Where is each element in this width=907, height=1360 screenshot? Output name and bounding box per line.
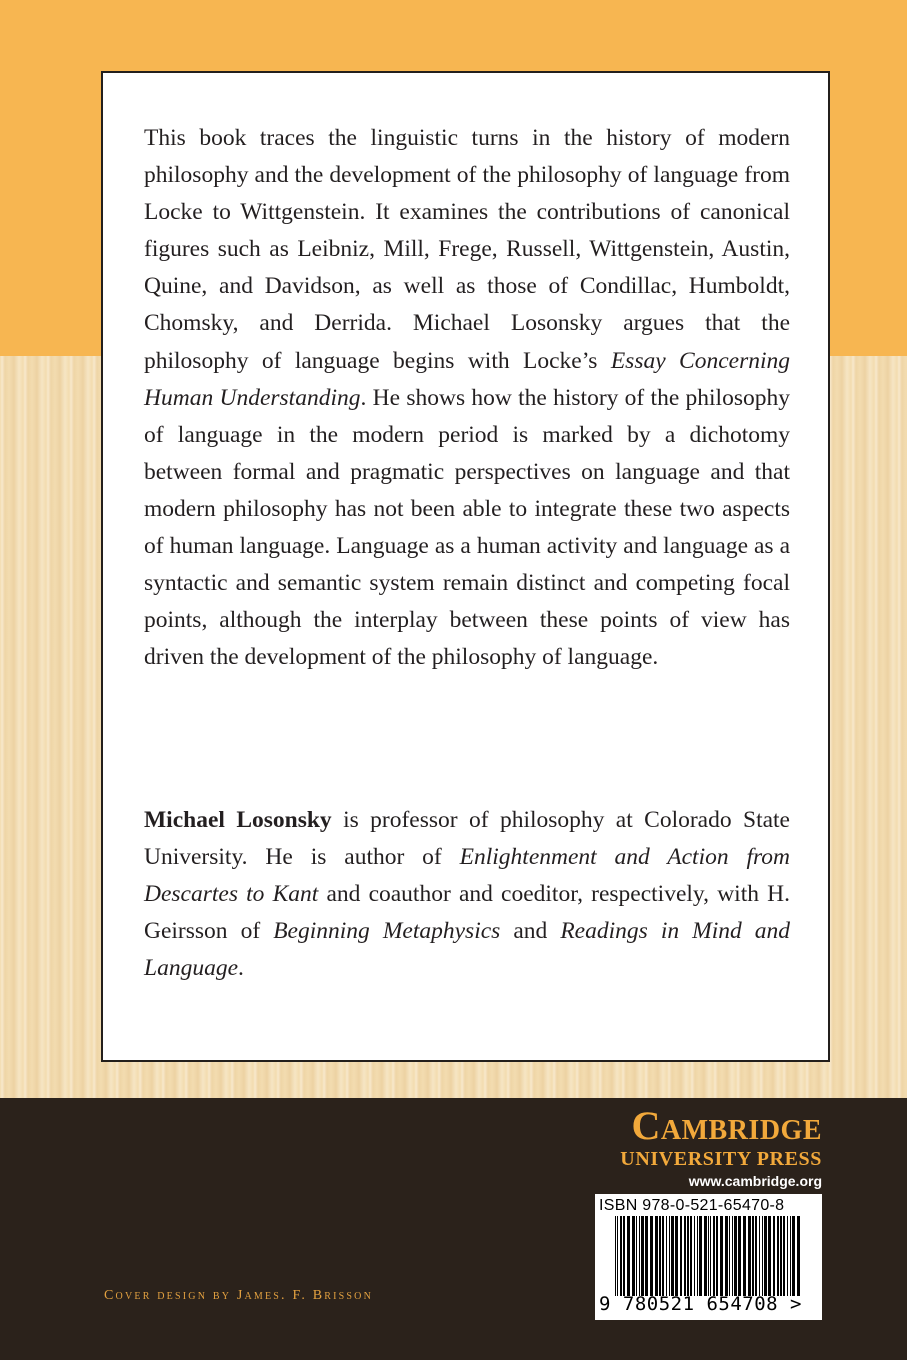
barcode-bar [641, 1216, 644, 1296]
author-bio [144, 802, 790, 987]
barcode-bar [675, 1216, 678, 1296]
barcode-bar [792, 1216, 795, 1296]
barcode-bar [632, 1216, 635, 1296]
barcode-bar [783, 1216, 785, 1296]
publisher-logo [596, 1104, 822, 1192]
barcode-bar [748, 1216, 751, 1296]
text-segment-4: and [500, 918, 561, 945]
barcode-bar [734, 1216, 737, 1296]
barcode-bar [639, 1216, 640, 1296]
text-segment-0: This book traces the linguistic turns in the history of modern philosophy and the development of the philosophy of language from Locke to Wittgenstein. It examines the contributions of canonical figures such as Leibniz, Mill, Frege, Russell, Wittgenstein, Austin, Quine, and Davidson, as well as those of Condillac, Humboldt, Chomsky, and Derrida. Michael Losonsky argues that the philosophy of language begins with Locke’s [144, 125, 790, 374]
barcode-bar [720, 1216, 723, 1296]
book-description [144, 120, 790, 676]
text-segment-2: . He shows how the history of the philosophy of language in the modern period is marked by a dichotomy between formal and pragmatic perspectives on language and that modern philosophy has not been able to integrate these two aspects of human language. Language as a human activity and language as a syntactic and semantic system remain distinct and competing focal points, although the interplay between these points of view has driven the development of the philosophy of language. [144, 384, 790, 671]
italic-title-5: Readings in Mind and Language [144, 918, 791, 982]
barcode-bar [743, 1216, 746, 1296]
barcode-bar [777, 1216, 779, 1296]
barcode-bar [694, 1216, 695, 1296]
barcode-bar [620, 1216, 622, 1296]
author-bio-text [144, 807, 790, 981]
barcode-bar [752, 1216, 754, 1296]
barcode-bar [759, 1216, 760, 1296]
barcode-bar [680, 1216, 682, 1296]
italic-title-1: Essay Concerning Human Understanding [144, 347, 791, 411]
barcode-bar [617, 1216, 618, 1296]
barcode-bar [666, 1216, 667, 1296]
cover-design-credit: Cover design by James. F. Brisson [104, 1288, 374, 1303]
barcode-bar [615, 1216, 616, 1296]
barcode-bar [687, 1216, 689, 1296]
barcode-bar [729, 1216, 730, 1296]
barcode-bar [684, 1216, 686, 1296]
barcode-bar [773, 1216, 775, 1296]
barcode-bar [762, 1216, 763, 1296]
barcode-bar [697, 1216, 698, 1296]
barcode-bar [738, 1216, 741, 1296]
publisher-name: Cambridge [631, 1103, 822, 1148]
text-segment-0: is professor of philosophy at Colorado State University. He is author of [144, 807, 790, 871]
isbn-label: ISBN 978-0-521-65470-8 [599, 1197, 785, 1214]
text-segment-2: and coauthor and coeditor, respectively, with H. Geirsson of [144, 881, 790, 945]
barcode-bar [708, 1216, 709, 1296]
barcode-bar [787, 1216, 788, 1296]
barcode-bar [627, 1216, 630, 1296]
barcode-bar [780, 1216, 782, 1296]
barcode-bar [671, 1216, 674, 1296]
barcode-bar [650, 1216, 653, 1296]
barcode-bar [662, 1216, 664, 1296]
barcode-bar [669, 1216, 670, 1296]
barcode-bar [623, 1216, 625, 1296]
barcode-bar [659, 1216, 661, 1296]
barcode-bar [797, 1216, 800, 1296]
barcode-bar [704, 1216, 707, 1296]
barcode-bar [699, 1216, 702, 1296]
barcode-bar [755, 1216, 757, 1296]
barcode-bar [732, 1216, 733, 1296]
italic-title-3: Beginning Metaphysics [273, 918, 501, 945]
barcode-bar [725, 1216, 728, 1296]
italic-title-1: Enlightenment and Action from Descartes to Kant [144, 844, 790, 908]
publisher-url[interactable]: www.cambridge.org [688, 1173, 822, 1189]
barcode-bar [710, 1216, 711, 1296]
barcode-bar [764, 1216, 767, 1296]
isbn-barcode [595, 1194, 822, 1320]
barcode-bar [713, 1216, 715, 1296]
barcode-bar [645, 1216, 648, 1296]
author-name: Michael Losonsky [144, 807, 332, 833]
barcode-bars [599, 1216, 818, 1296]
text-segment-6: . [238, 955, 244, 982]
publisher-subtitle: UNIVERSITY PRESS [620, 1148, 822, 1170]
barcode-bar [655, 1216, 658, 1296]
barcode-bar [636, 1216, 637, 1296]
barcode-bar [690, 1216, 692, 1296]
barcode-bar [716, 1216, 718, 1296]
barcode-bar [768, 1216, 771, 1296]
isbn-digits: 9 780521 654708 > [599, 1293, 802, 1315]
barcode-bar [790, 1216, 791, 1296]
